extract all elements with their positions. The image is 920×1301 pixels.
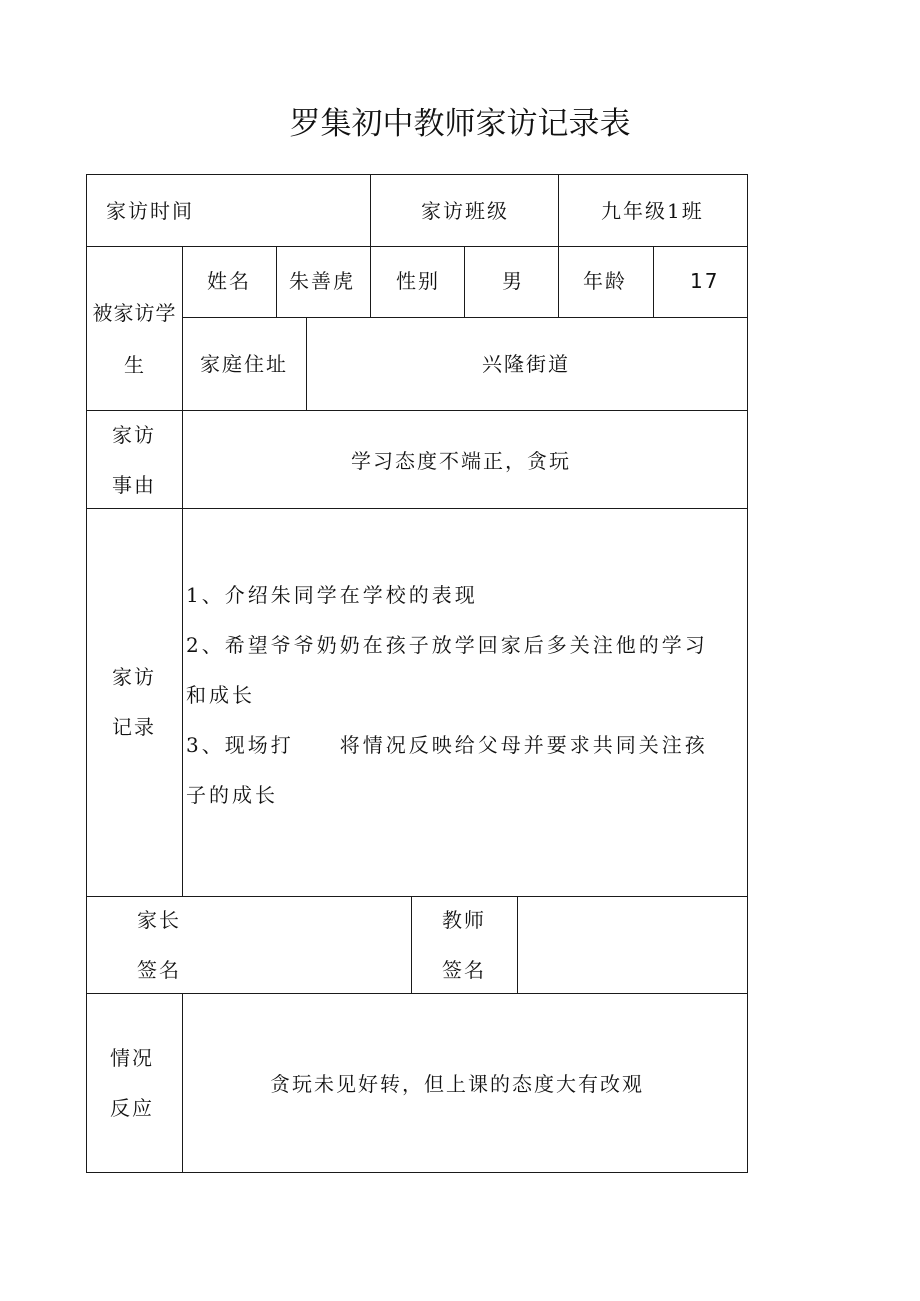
name-label: 姓名	[207, 269, 251, 293]
col-divider	[558, 174, 559, 318]
parent-sign-label	[137, 895, 181, 995]
visit-time-label: 家访时间	[106, 199, 194, 223]
feedback-label	[110, 1033, 154, 1133]
form-title: 罗集初中教师家访记录表	[289, 106, 631, 142]
row-divider	[86, 246, 748, 247]
col-divider	[653, 246, 654, 318]
reason-value: 学习态度不端正，贪玩	[351, 449, 571, 473]
table-border-bottom	[86, 1172, 748, 1173]
reason-label-line: 家访	[112, 423, 156, 447]
parent-sign-label-line: 签名	[137, 958, 181, 982]
teacher-sign-label-line: 教师	[442, 908, 486, 932]
record-line: 1、介绍朱同学在学校的表现	[186, 583, 478, 607]
feedback-label-line: 情况	[110, 1046, 154, 1070]
age-value: 17	[690, 269, 720, 293]
student-section-text: 被家访学生	[92, 301, 177, 377]
name-value: 朱善虎	[289, 269, 355, 293]
col-divider	[182, 246, 183, 896]
row-divider	[86, 410, 748, 411]
row-divider	[86, 993, 748, 994]
row-divider	[86, 896, 748, 897]
reason-label	[112, 410, 156, 510]
teacher-sign-label-line: 签名	[442, 958, 486, 982]
feedback-value: 贪玩未见好转，但上课的态度大有改观	[270, 1072, 644, 1096]
gender-label: 性别	[396, 269, 440, 293]
col-divider	[276, 246, 277, 318]
row-divider	[183, 317, 748, 318]
col-divider	[370, 174, 371, 318]
record-label	[112, 652, 156, 752]
gender-value: 男	[502, 269, 524, 293]
record-line: 子的成长	[186, 783, 278, 807]
reason-label-line: 事由	[112, 473, 156, 497]
record-content	[186, 570, 726, 820]
record-line: 和成长	[186, 683, 255, 707]
record-label-line: 记录	[112, 715, 156, 739]
table-border-right	[747, 174, 748, 1173]
visit-class-value: 九年级1班	[601, 199, 704, 223]
record-label-line: 家访	[112, 665, 156, 689]
record-line: 3、现场打 将情况反映给父母并要求共同关注孩	[186, 733, 708, 757]
col-divider	[306, 317, 307, 411]
parent-sign-label-line: 家长	[137, 908, 181, 932]
address-label: 家庭住址	[200, 352, 288, 376]
col-divider	[517, 896, 518, 994]
feedback-label-line: 反应	[110, 1096, 154, 1120]
age-label: 年龄	[583, 269, 627, 293]
table-border-top	[86, 174, 748, 175]
record-line: 2、希望爷爷奶奶在孩子放学回家后多关注他的学习	[186, 633, 708, 657]
col-divider	[182, 993, 183, 1173]
col-divider	[464, 246, 465, 318]
address-value: 兴隆街道	[482, 352, 570, 376]
teacher-sign-label	[442, 895, 486, 995]
col-divider	[411, 896, 412, 994]
student-section-label	[87, 287, 182, 391]
row-divider	[86, 508, 748, 509]
visit-class-label: 家访班级	[421, 199, 509, 223]
